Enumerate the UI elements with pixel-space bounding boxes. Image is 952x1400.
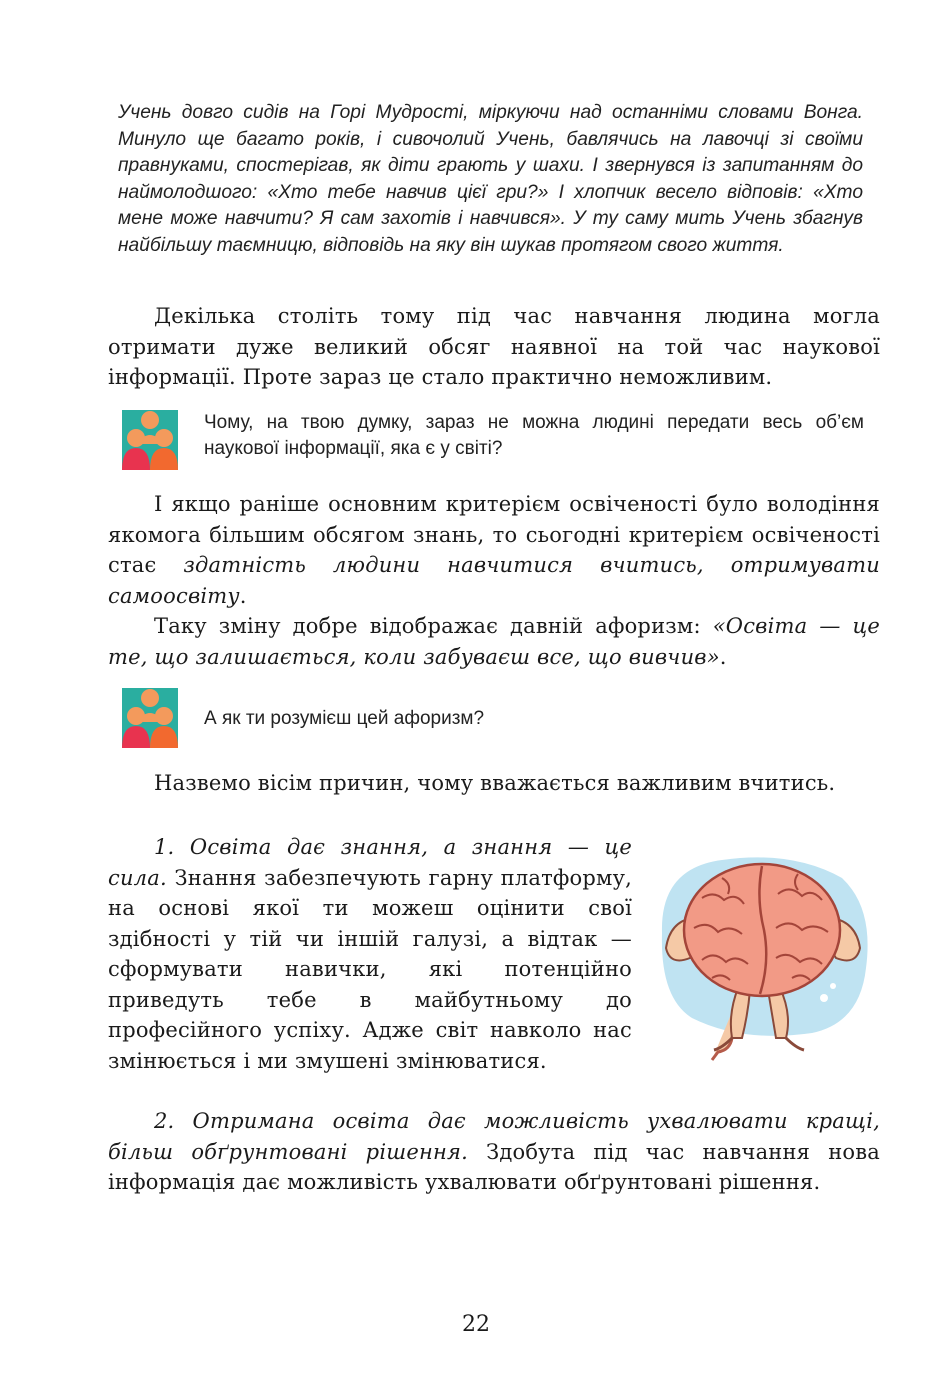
question-block-1 — [122, 410, 867, 472]
paragraph-1 — [108, 301, 880, 393]
muscular-brain-illustration — [652, 838, 874, 1068]
paragraph-3-end: . — [719, 644, 727, 669]
paragraph-2-text — [108, 489, 880, 611]
paragraph-2 — [108, 489, 880, 672]
question-block-2 — [122, 688, 867, 750]
story-excerpt: Учень довго сидів на Горі Мудрості, міркуючи над останніми словами Вонга. Минуло ще багато років, і сивочолий Учень, бавлячись на лавочці зі своїми правнуками, спостерігав, як діти грають у шахи. І звернувся із запитанням до наймолодшого: «Хто тебе навчив цієї гри?» І хлопчик весело відповів: «Хто мене може навчити? Я сам захотів і навчився». У ту саму мить Учень збагнув найбільшу таємницю, відповідь на яку він шукав протягом свого життя. — [118, 102, 863, 256]
reason-1-text — [108, 832, 632, 1076]
reason-1-body: Знання забезпечують гарну платформу, на основі якої ти можеш оцінити свої здібності у тій чи іншій галузі, а відтак — сформувати навички, які потенційно приведуть тебе в майбутньому до професійного успіху. Адже світ навколо нас змінюється і ми змушені змінюватися. — [108, 865, 632, 1073]
paragraph-reason-2 — [108, 1106, 880, 1198]
paragraph-2-emphasis: здатність людини навчитися вчитись, отримувати самоосвіту — [108, 553, 880, 608]
reason-2-text — [108, 1106, 880, 1198]
reason-2-body: Здобута під час навчання нова інформація дає можливість ухвалювати обґрунтовані рішення. — [108, 1139, 880, 1194]
brain-drawing — [652, 838, 874, 1068]
paragraph-4 — [108, 768, 880, 799]
people-group-icon — [122, 688, 178, 748]
paragraph-3-emphasis: «Освіта — це те, що залишається, коли забуваєш все, що вивчив» — [108, 614, 881, 669]
paragraph-3-text — [108, 611, 880, 672]
paragraph-1-text: Декілька століть тому під час навчання людина могла отримати дуже великий обсяг наявної на той час наукової інформації. Проте зараз це стало практично неможливим. — [108, 304, 880, 389]
question-2-text: А як ти розумієш цей афоризм? — [204, 708, 485, 729]
question-1-text: Чому, на твою думку, зараз не можна людині передати весь об’єм наукової інформації, яка є у світі? — [204, 412, 864, 459]
reason-2-emphasis: 2. Отримана освіта дає можливість ухвалювати кращі, більш обґрунтовані рішення. — [108, 1109, 880, 1164]
page-number: 22 — [462, 1312, 490, 1337]
people-group-icon — [122, 410, 178, 470]
paragraph-2-end: . — [239, 583, 247, 608]
paragraph-3-main: Таку зміну добре відображає давній афоризм: — [154, 614, 713, 638]
paragraph-2-main: І якщо раніше основним критерієм освіченості було володіння якомога більшим обсягом знань, то сьогодні критерієм освіченості стає — [108, 492, 880, 577]
reason-1-emphasis: 1. Освіта дає знання, а знання — це сила. — [108, 835, 632, 890]
paragraph-4-text: Назвемо вісім причин, чому вважається важливим вчитись. — [154, 771, 836, 795]
reason-1 — [108, 832, 632, 1076]
